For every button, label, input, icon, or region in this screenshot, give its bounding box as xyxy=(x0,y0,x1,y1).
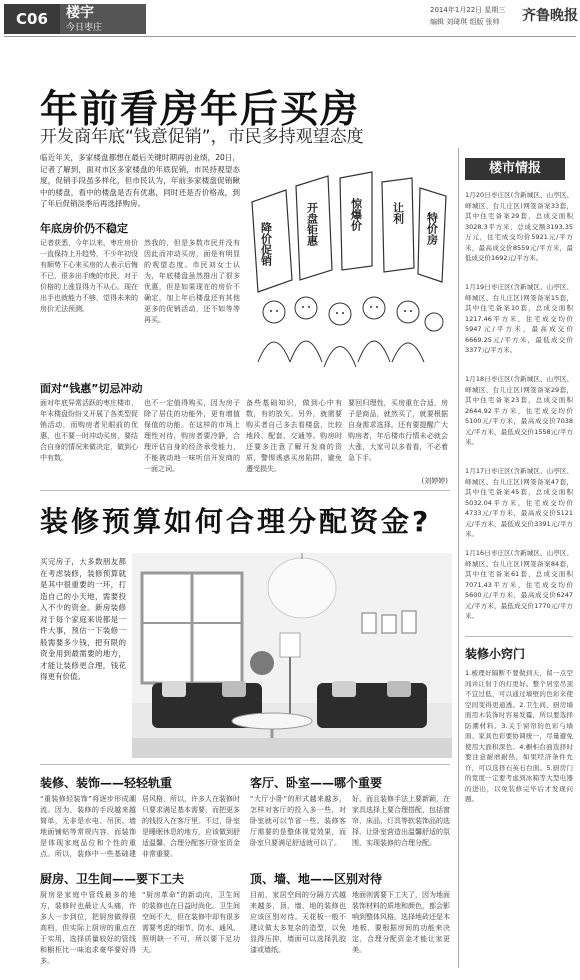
sidebar-tips-title: 装修小窍门 xyxy=(465,647,526,661)
cartoon-sign-text-4: 让利 xyxy=(391,202,405,224)
sidebar-divider xyxy=(465,636,573,637)
article2-intro: 买完房子，大多数朋友都在考虑装修，装修预算就是其中很重要的一环，打造自己的小天地，需要投入不少的资金。新房装修对于每个家庭来说都是一件大事，预估一下装修一般需要多少钱，把有限的资金用到最需要的地方，才能让装修更合理，钱花得更有价值。 xyxy=(40,557,126,681)
wall-frame-1 xyxy=(362,613,376,633)
pendant-lamp xyxy=(268,558,336,618)
article1-sec2-col4: 要回归理性，买房重在合适，房子是商品，就然买了，就要根据自身需求选择。还有要提醒广大购房者，年后楼市行情未必就会大涨，大家可以多看看，不必着急下手。 xyxy=(348,399,448,462)
living-room-photo xyxy=(132,553,452,758)
article1-lead: 临近年关，多家楼盘都想在最后关键时期再创业绩，20日，记者了解到，面对市区多家楼盘的年底促销，市民持观望态度，促销手段虽多样化，但市民认为，年前多家楼盘促销瞅中的楼盘，看中的楼盘是否有优惠，同时还是否价格战，到了年后促销淡季后再选择购房。 xyxy=(40,153,240,207)
article1-sec1-title: 年底房价仍不稳定 xyxy=(40,222,128,235)
article2-col-b: 居风格，所以，许多人在装修时只要求满足基本需要，而把更多的钱投入在客厅里。不过，卧室是睡眠休息的地方，应该做到舒适温馨，合理分配客厅卧室资金非常重要。 xyxy=(142,795,240,858)
coffee-table xyxy=(232,713,312,729)
article-divider xyxy=(40,490,450,491)
article1-byline: (刘婷婷) xyxy=(421,477,448,485)
article2-title: 装修预算如何合理分配资金? xyxy=(40,505,432,538)
sidebar-news-item: 1月17日枣庄区(含新城区、山亭区、峄城区、台儿庄区)网签备案47套，其中住宅备案45套，总成交面积5032.04平方米，住宅成交均价4733元/平方米，最高成交价5121元/平方米，最低成交价3391元/平方米。 xyxy=(465,467,573,538)
sidebar-news-item: 1月16日枣庄区(含新城区、山亭区、峄城区、台儿庄区)网签备案84套，其中住宅备案61套，总成交面积7071.43平方米，住宅成交均价5600元/平方米，最高成交价6247元/平方米，最低成交价1770元/平方米。 xyxy=(465,549,573,620)
article2-sub4: 顶、墙、地——区别对待 xyxy=(250,872,383,886)
wall-frame-3 xyxy=(402,611,416,633)
wall-frame-2 xyxy=(382,615,396,633)
article1-title: 年前看房年后买房 xyxy=(40,87,361,131)
page-code: C06 xyxy=(4,4,60,34)
sidebar-market-title: 楼市情报 xyxy=(465,158,565,180)
article2-col-h: 地面则需要下工夫了，因为地面装饰材料的质地和颜色，都会影响到整体风格。选择地砖还是木地板，要根据房间的功能来决定，合理分配资金才能让家更美。 xyxy=(352,891,450,954)
cartoon-sign-text-1: 降价促销 xyxy=(259,222,273,266)
article2-col-f: “厨房革命”的新动向，卫生间的装修也在日益时尚化。卫生间空间不大，但在装修中却有很多需要考虑的细节，防水、通风、照明缺一不可，所以要下足功夫。 xyxy=(142,891,240,954)
sidebar-news-item: 1月19日枣庄区(含新城区、山亭区、峄城区、台儿庄区)网签备案15套，其中住宅备案10套，总成交面积1217.46平方米，住宅成交均价5947元/平方米，最高成交价6669.25元/平方米，最低成交价3377元/平方米。 xyxy=(465,283,573,354)
cartoon-sign-4 xyxy=(382,178,414,272)
article2-sub2: 装修、装饰——轻轻轨重 xyxy=(40,776,173,790)
cartoon-sign-text-3: 惊爆价 xyxy=(349,198,363,231)
article1-subtitle: 开发商年底“钱意促销”，市民多持观望态度 xyxy=(40,127,364,147)
article1-sec2-col1: 面对年底异常活跃的枣庄楼市，年末楼盘纷纷又开展了各类型促销活动，而购房者见眼前的优惠，也不要一时冲动买房，要结合自身的情况来做决定，做到心中有数。 xyxy=(40,399,138,462)
sidebar-rule xyxy=(458,148,459,968)
article2-sub1: 客厅、卧室——哪个重要 xyxy=(250,776,383,790)
cartoon-illustration xyxy=(244,162,450,372)
article2-sub3: 厨房、卫生间——要下工夫 xyxy=(40,872,185,886)
issue-date: 2014年1月22日 星期三 xyxy=(430,6,506,14)
section-name: 楼宇 xyxy=(60,4,146,34)
cartoon-sign-text-5: 特价房 xyxy=(425,212,439,245)
cartoon-sign-text-2: 开盘钜惠 xyxy=(305,202,319,246)
article2-divider xyxy=(40,764,450,765)
article2-col-a: “重装修轻装饰”将逐步形成潮流。因为，装修的手段越来越简单，无非是水电、吊顶、墙地面铺贴等常规内容，而装饰是体现家庭品位和个性的重点。所以，装修中一些基础建 xyxy=(40,795,136,858)
sidebar-tips: 1.梳理好隔断不要做到天，留一点空间并让射于的灯更好。整个居室吊顶不宜过低，可以通过墙壁的色彩来使空间变得更通透。2.卫生间、厨房墙面用木装饰时容易发霉，所以要选择防潮材料。3.关于窗帘的色彩与墙面、家具色彩要协调统一，尽量避免使用大面积深色。4.橱柜台面选择时要注意耐磨耐热，如果经济条件允许，可以选择石英石台面。5.厨房门的宽度一定要考虑到冰箱等大型电器的进出，以免装修完毕后才发现问题。 xyxy=(465,669,573,803)
article1-sec1-col1: 记者获悉，今年以来，枣庄房价一直保持上升趋势，不少年初没有顺势下心来买房的人表示后悔不已，很多出手晚的市民，对于价格的上涨显得力不从心。现在出手也就能力不够，觉得未来的房价无法预测。 xyxy=(40,239,138,313)
article1-sec1-col2: 然我的，但是多数市民并没有因此而冲动买房，面是有明显的观望态度。市民刘女士认为，年底楼盘虽然推出了很多优惠，但是如果现在的房价不确定，加上年后楼盘还有其他更多的促销活动，还不如等等再买。 xyxy=(144,239,240,324)
sidebar-news-item: 1月20日枣庄区(含新城区、山亭区、峄城区、台儿庄区)网签备案33套，其中住宅备案29套，总成交面积3028.3平方米，总成交额3193.35万元，住宅成交均价5921元/平方米，最高成交价8559元/平方米，最低成交价1692元/平方米。 xyxy=(465,191,573,262)
plant xyxy=(250,651,274,675)
article1-sec2-col2: 也不一定值得购买，因为房子除了居住的功能外，更有增值保值的功能。在这样的市场上理性对待，购房者要冷静，合理评估自身的经济承受能力，不能被动地一味听信开发商的一面之词。 xyxy=(144,399,240,473)
masthead-rule xyxy=(4,36,576,37)
newspaper-logo: 齐鲁晚报 xyxy=(522,8,578,24)
article2-col-g: 目前，家居空间的分隔方式越来越多，顶、墙、地的装修也应该区别对待。天花板一般不建议做太多复杂的造型，以免显得压抑，墙面可以选择乳胶漆或墙纸。 xyxy=(250,891,346,954)
article2-col-e: 厨房是家庭中管线最多的地方，装修时也最让人头痛，许多人一步到位，把厨房做得很高档，但实际上厨房的重点在于实用，选择质量较好的管线和橱柜比一味追求豪华要好得多。 xyxy=(40,891,136,965)
article1-sec2-title: 面对“钱惠”切忌冲动 xyxy=(40,382,143,395)
section-sub: 今日枣庄 xyxy=(66,23,103,33)
editor-line: 编辑 刘琦琪 组版 张帅 xyxy=(430,18,500,26)
article2-col-c: “大厅小卧”的形式越来越多，怎样对客厅的投入多一些，对卧室就可以节省一些。装修客厅需要的是整体视觉效果，而卧室只要满足舒适就可以了。 xyxy=(250,795,346,847)
article1-sec2-col3: 备些基础知识，做到心中有数，有的放矢。另外，就需要购买者自己多去看楼盘，比较地段、配套、交通等。购房时还要多注意了解开发商的资质，警惕诱惑买房陷阱，避免遭受损失。 xyxy=(246,399,342,473)
floor-lamp xyxy=(280,633,300,657)
article2-col-d: 好，而且装修手法上要新颖，在家具选择上要合理搭配，包括窗帘、床品、灯具等软装饰品的选择，让卧室营造出温馨舒适的氛围，实现装修的合理分配。 xyxy=(352,795,450,847)
sidebar-news-item: 1月18日枣庄区(含新城区、山亭区、峄城区、台儿庄区)网签备案29套，其中住宅备案23套，总成交面积2644.92平方米，住宅成交均价5100元/平方米，最高成交价7038元/平方米，最低成交价1558元/平方米。 xyxy=(465,375,573,446)
